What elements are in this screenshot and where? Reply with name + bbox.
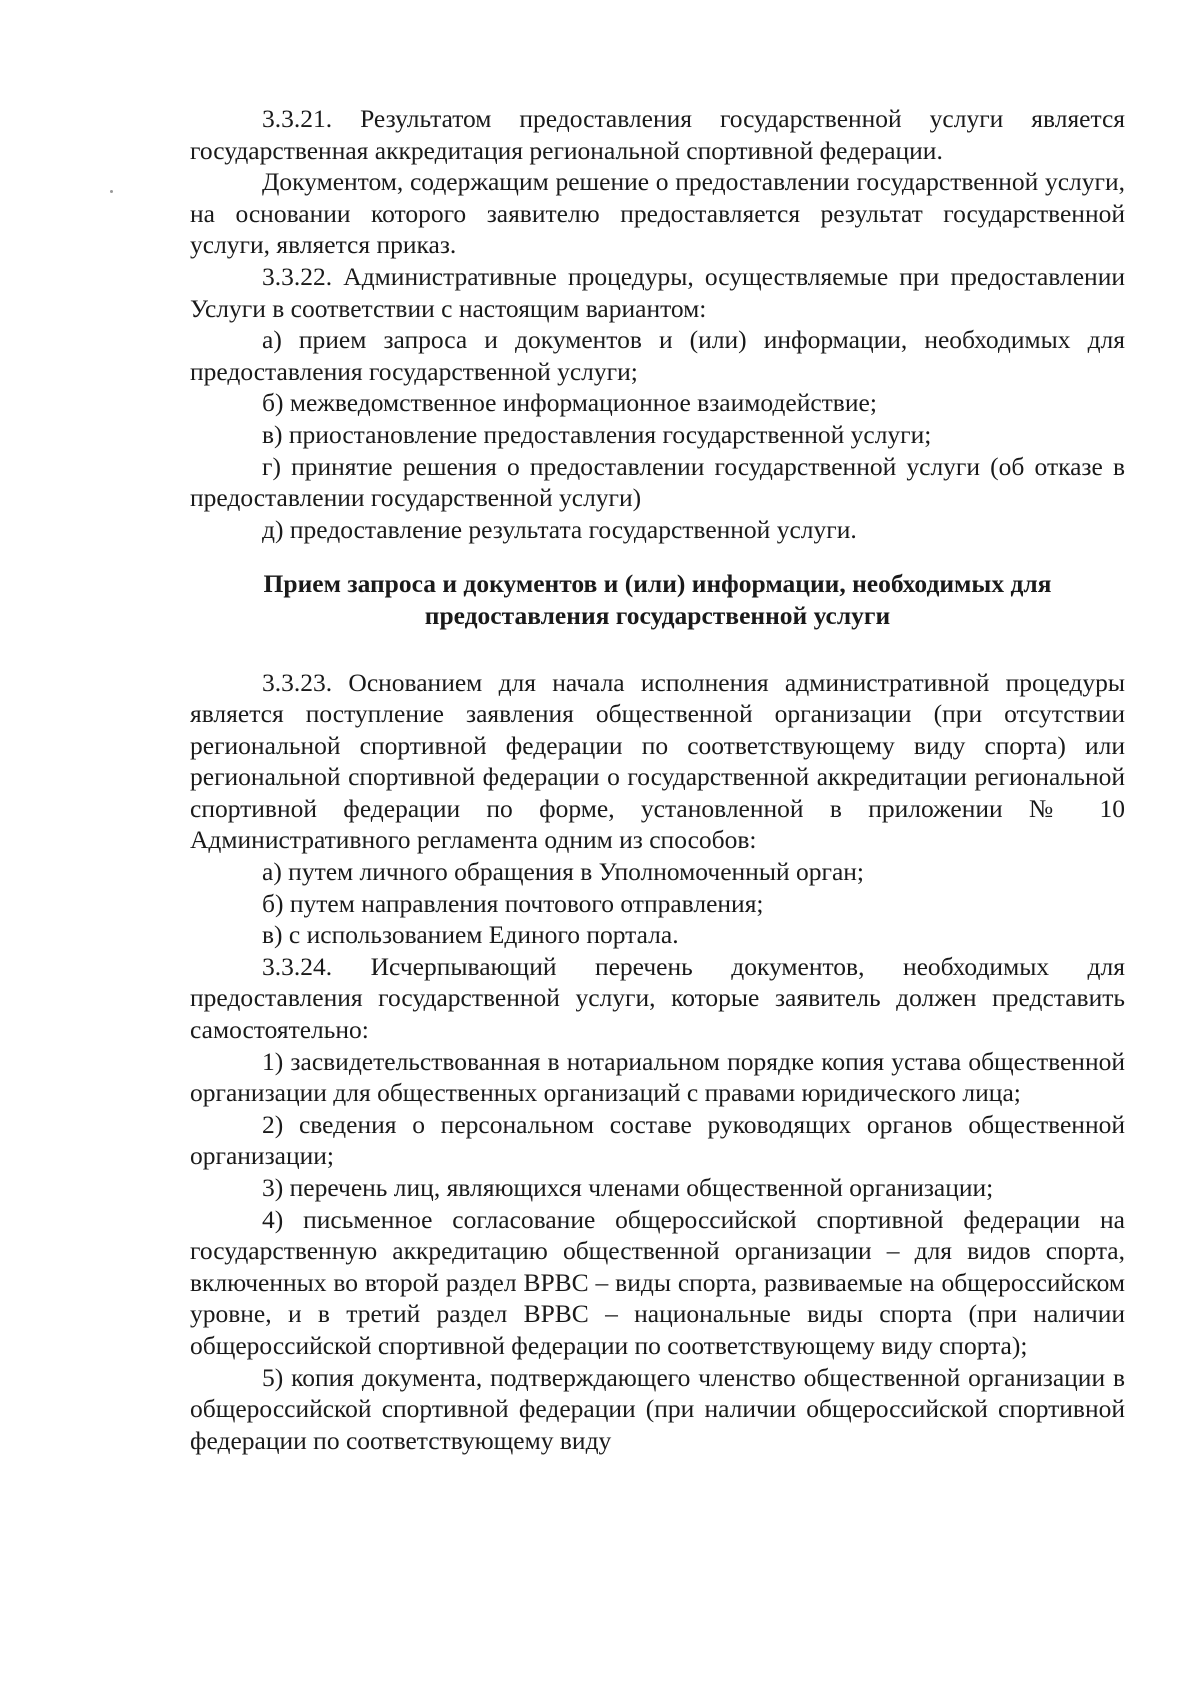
document-item-1: 1) засвидетельствованная в нотариальном порядке копия устава общественной организации для общественных организаций с правами юридического лица;: [190, 1046, 1125, 1108]
document-item-3: 3) перечень лиц, являющихся членами общественной организации;: [262, 1173, 994, 1202]
paragraph-3-3-21: 3.3.21. Результатом предоставления государственной услуги является государственная аккредитация региональной спортивной федерации.: [190, 104, 1125, 165]
list-item-d: д) предоставление результата государственной услуги.: [262, 514, 857, 544]
document-item-2: 2) сведения о персональном составе руководящих органов общественной организации;: [190, 1109, 1125, 1171]
document-body: [190, 103, 1125, 1456]
method-item-v: в) с использованием Единого портала.: [262, 920, 679, 950]
list-item-v: в) приостановление предоставления государственной услуги;: [262, 419, 932, 449]
document-item-4: 4) письменное согласование общероссийской спортивной федерации на государственную аккредитацию общественной организации – для видов спорта, включенных во второй раздел ВРВС – виды спорта, развиваемые на общероссийском уровне, и в третий раздел ВРВС – национальные виды спорта (при наличии общероссийской спортивной федерации по соответствующему виду спорта);: [190, 1204, 1125, 1360]
paragraph-3-3-22: 3.3.22. Административные процедуры, осуществляемые при предоставлении Услуги в соответствии с настоящим вариантом:: [190, 261, 1125, 323]
method-item-a: а) путем личного обращения в Уполномоченный орган;: [262, 857, 864, 887]
paragraph-3-3-24: 3.3.24. Исчерпывающий перечень документов, необходимых для предоставления государственной услуги, которые заявитель должен представить самостоятельно:: [190, 951, 1125, 1045]
list-item-a: а) прием запроса и документов и (или) информации, необходимых для предоставления государственной услуги;: [190, 325, 1125, 386]
paragraph-3-3-23: 3.3.23. Основанием для начала исполнения административной процедуры является поступление заявления общественной организации (при отсутствии региональной спортивной федерации по соответствующему виду спорта) или региональной спортивной федерации о государственной аккредитации региональной спортивной федерации по форме, установленной в приложении № 10 Административного регламента одним из способов:: [190, 667, 1125, 855]
list-item-g: г) принятие решения о предоставлении государственной услуги (об отказе в предоставлении государственной услуги): [190, 451, 1125, 513]
section-heading: Прием запроса и документов и (или) информации, необходимых для предоставления государственной услуги: [263, 569, 1052, 630]
scan-speck: [110, 190, 113, 193]
method-item-b: б) путем направления почтового отправления;: [262, 888, 764, 918]
document-item-5: 5) копия документа, подтверждающего членство общественной организации в общероссийской спортивной федерации (при наличии общероссийской спортивной федерации по соответствующему виду: [190, 1362, 1125, 1455]
paragraph-result-document: Документом, содержащим решение о предоставлении государственной услуги, на основании которого заявителю предоставляется результат государственной услуги, является приказ.: [190, 167, 1125, 260]
list-item-b: б) межведомственное информационное взаимодействие;: [262, 388, 877, 418]
